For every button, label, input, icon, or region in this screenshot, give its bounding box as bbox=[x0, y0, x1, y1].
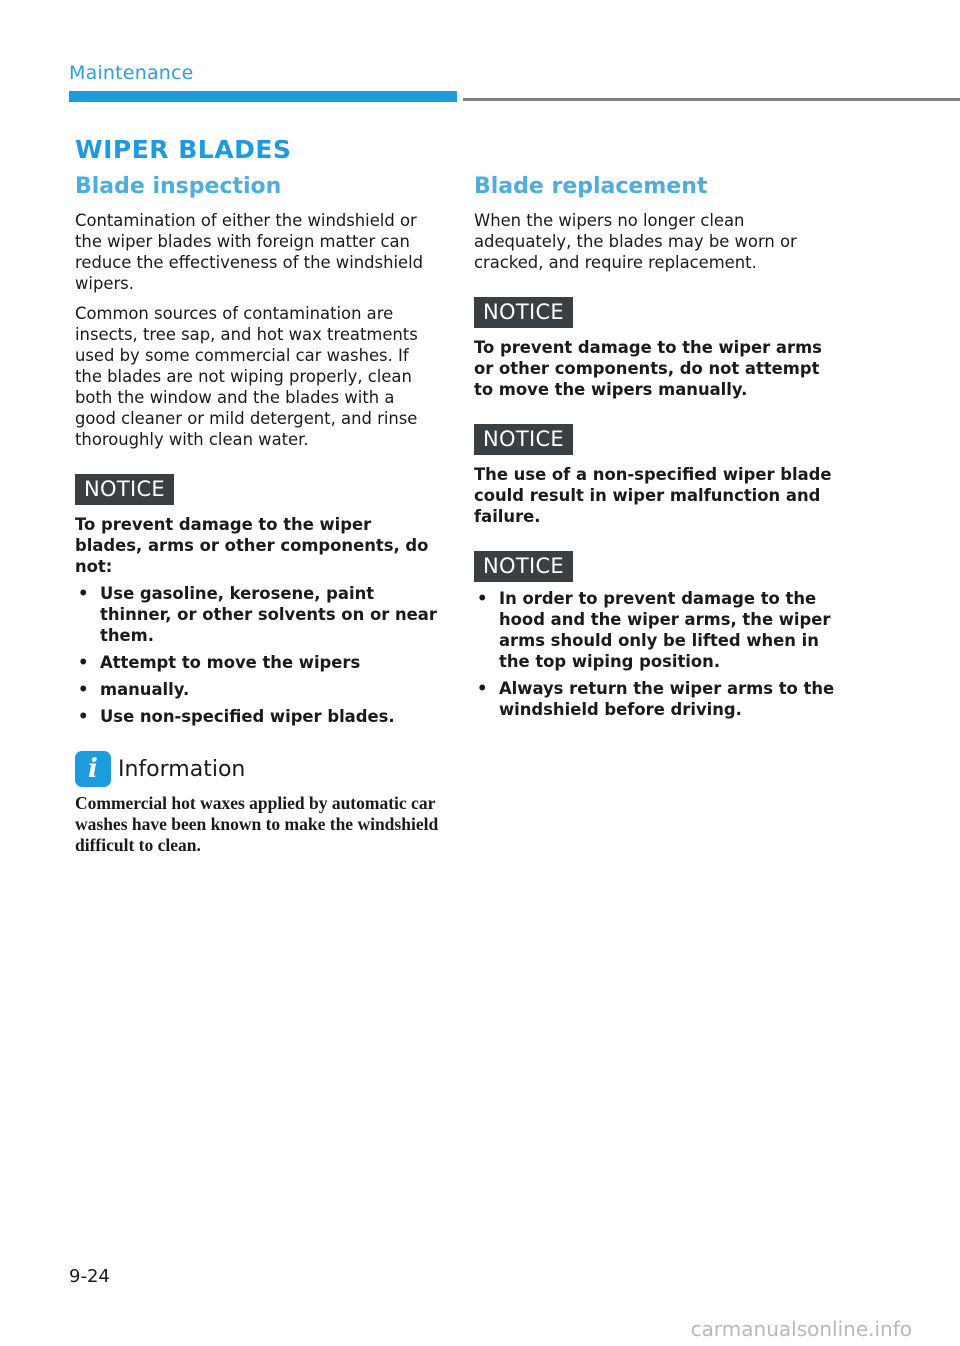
notice-block-2 bbox=[474, 424, 842, 527]
notice-badge: NOTICE bbox=[474, 551, 573, 582]
bullet-icon: • bbox=[78, 653, 89, 672]
section-title: WIPER BLADES bbox=[75, 135, 292, 164]
chapter-label: Maintenance bbox=[69, 62, 194, 84]
notice-block-3 bbox=[474, 551, 842, 720]
bullet-icon: • bbox=[78, 584, 89, 603]
notice-block-inspection bbox=[75, 474, 440, 727]
notice-badge: NOTICE bbox=[474, 297, 573, 328]
right-column bbox=[474, 172, 842, 726]
header-rule-gray bbox=[463, 98, 960, 101]
list-item: • In order to prevent damage to the hood and the wiper arms, the wiper arms should only be lifted when in the top wiping position. bbox=[477, 589, 831, 671]
information-title: Information bbox=[118, 756, 246, 782]
notice-bullet-list bbox=[474, 588, 842, 720]
notice-text: The use of a non-specified wiper blade could result in wiper malfunction and failure. bbox=[474, 465, 832, 526]
bullet-icon: • bbox=[477, 679, 488, 698]
inspection-paragraph-1: Contamination of either the windshield or the wiper blades with foreign matter can reduce the effectiveness of the windshield wipers. bbox=[75, 211, 424, 293]
bullet-icon: • bbox=[78, 680, 89, 699]
watermark: carmanualsonline.info bbox=[690, 1317, 912, 1341]
notice-badge: NOTICE bbox=[474, 424, 573, 455]
list-item: • Always return the wiper arms to the windshield before driving. bbox=[477, 679, 835, 719]
inspection-paragraph-2: Common sources of contamination are insects, tree sap, and hot wax treatments used by some commercial car washes. If the blades are not wiping properly, clean both the window and the blades with a good cleaner or mild detergent, and rinse thoroughly with clean water. bbox=[75, 304, 418, 449]
bullet-icon: • bbox=[78, 707, 89, 726]
replacement-paragraph: When the wipers no longer clean adequately, the blades may be worn or cracked, and require replacement. bbox=[474, 211, 797, 272]
notice-text: To prevent damage to the wiper arms or other components, do not attempt to move the wipers manually. bbox=[474, 338, 822, 399]
blade-replacement-heading: Blade replacement bbox=[474, 174, 708, 199]
notice-block-1 bbox=[474, 297, 842, 400]
information-text: Commercial hot waxes applied by automatic car washes have been known to make the windshield difficult to clean. bbox=[75, 793, 439, 855]
left-column bbox=[75, 172, 440, 856]
page-number: 9-24 bbox=[69, 1266, 110, 1287]
bullet-icon: • bbox=[477, 589, 488, 608]
list-item: • Attempt to move the wipers bbox=[78, 653, 361, 672]
information-header bbox=[75, 751, 440, 787]
notice-bullet-list bbox=[75, 583, 440, 727]
list-item: • Use non-specified wiper blades. bbox=[78, 707, 395, 726]
list-item: • manually. bbox=[78, 680, 190, 699]
notice-text: To prevent damage to the wiper blades, arms or other components, do not: bbox=[75, 515, 429, 576]
notice-badge: NOTICE bbox=[75, 474, 174, 505]
info-icon: i bbox=[75, 751, 111, 787]
header-rule-accent bbox=[69, 91, 457, 102]
blade-inspection-heading: Blade inspection bbox=[75, 174, 282, 199]
list-item: • Use gasoline, kerosene, paint thinner, or other solvents on or near them. bbox=[78, 584, 437, 645]
